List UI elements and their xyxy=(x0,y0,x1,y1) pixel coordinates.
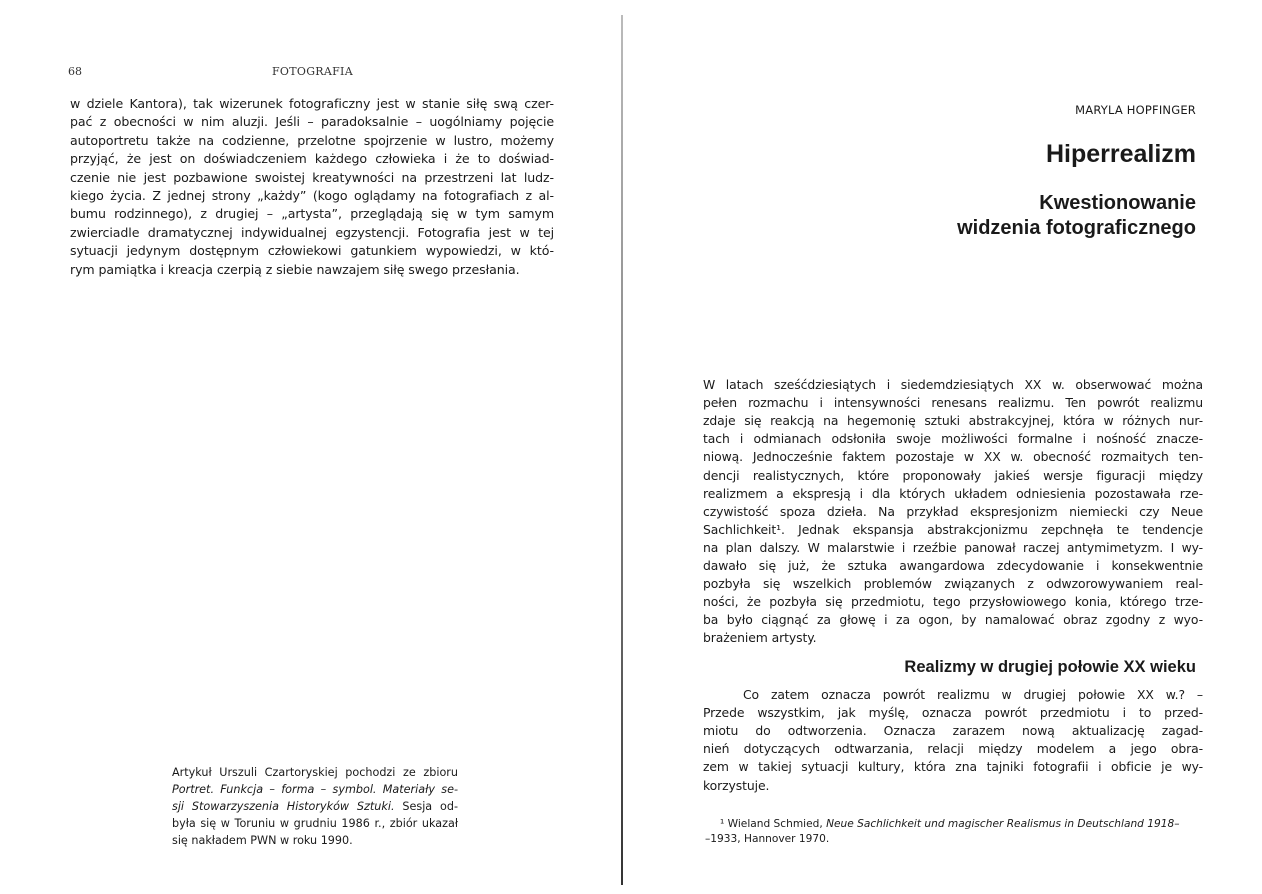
book-gutter xyxy=(621,15,623,885)
text-line: autoportretu także na codzienne, przelotne spojrzenie w lustro, możemy xyxy=(70,132,554,148)
text-line: w dziele Kantora), tak wizerunek fotograficzny jest w stanie siłę swą czer- xyxy=(70,96,554,111)
footnote-line: ¹ Wieland Schmied, Neue Sachlichkeit und magischer Realismus in Deutschland 1918– xyxy=(720,818,1180,830)
text-line: Portret. Funkcja – forma – symbol. Materiały se- xyxy=(172,783,458,796)
text-line: pać z obecności w nim aluzji. Jeśli – paradoksalnie – uogólniamy pojęcie xyxy=(70,114,554,130)
text-line: ności, że pozbyła się przedmiotu, tego przysłowiowego konia, którego trze- xyxy=(703,594,1203,610)
text-line: kiego życia. Z jednej strony „każdy” (kogo oglądamy na fotografiach z al- xyxy=(70,188,554,203)
text-line: Artykuł Urszuli Czartoryskiej pochodzi ze zbioru xyxy=(172,766,458,779)
author-name: MARYLA HOPFINGER xyxy=(1075,103,1196,117)
subtitle-line: widzenia fotograficznego xyxy=(957,217,1196,239)
text-line: pełen rozmachu i intensywności renesans realizmu. Ten powrót realizmu xyxy=(703,395,1203,411)
section-heading: Realizmy w drugiej połowie XX wieku xyxy=(904,658,1196,676)
text-line: nień dotyczących odtwarzania, relacji między modelem a jego obra- xyxy=(703,741,1203,757)
text-line: sytuacji jedynym dostępnym człowiekowi gatunkiem wypowiedzi, w któ- xyxy=(70,243,554,259)
article-title: Hiperrealizm xyxy=(1045,140,1196,168)
text-line: przyjąć, że jest on doświadczeniem każdego człowieka i że to doświad- xyxy=(70,151,554,167)
text-line: niową. Jednocześnie faktem pozostaje w XX w. obecność rozmaitych ten- xyxy=(703,449,1203,465)
text-line: sji Stowarzyszenia Historyków Sztuki. Sesja od- xyxy=(172,800,458,813)
text-line: brażeniem artysty. xyxy=(703,630,817,646)
text-line: zwierciadle dramatycznej indywidualnej egzystencji. Fotografia jest w tej xyxy=(70,224,554,240)
subtitle-line: Kwestionowanie xyxy=(1039,192,1196,214)
text-line: pozbyła się wszelkich problemów związanych z odwzorowywaniem real- xyxy=(703,576,1203,592)
text-line: bumu rodzinnego), z drugiej – „artysta”, przeglądają się w tym samym xyxy=(70,206,554,222)
text-line: na plan dalszy. W malarstwie i rzeźbie panował raczej antymimetyzm. I wy- xyxy=(703,539,1203,555)
text-line: dawało się już, że sztuka awangardowa zdecydowanie i konsekwentnie xyxy=(703,558,1203,573)
text-line: zem w takiej sytuacji kultury, która zna tajniki fotografii i obficie je wy- xyxy=(703,759,1203,775)
text-line: czywistość spoza dzieła. Na przykład ekspresjonizm niemiecki czy Neue xyxy=(703,503,1203,519)
running-head: FOTOGRAFIA xyxy=(272,65,353,78)
text-line: dencji realistycznych, które proponowały jakieś wersje figuracji między xyxy=(703,467,1203,483)
article-subtitle xyxy=(957,191,1196,241)
text-line: Sachlichkeit¹. Jednak ekspansja abstrakcjonizmu zepchnęła te tendencje xyxy=(703,521,1203,537)
footnote-line: –1933, Hannover 1970. xyxy=(705,833,830,845)
text-line: Co zatem oznacza powrót realizmu w drugiej połowie XX w.? – xyxy=(743,687,1203,702)
text-line: się nakładem PWN w roku 1990. xyxy=(172,834,353,847)
page-number: 68 xyxy=(68,65,82,78)
text-line: czenie nie jest pozbawione swoistej kreatywności na przestrzeni lat ludz- xyxy=(70,169,554,185)
text-line: ba było ciągnąć za głowę i za ogon, by namalować obraz zgodny z wyo- xyxy=(703,612,1203,628)
text-line: tach i odmianach odsłoniła swoje możliwości formalne i nośność znacze- xyxy=(703,431,1203,447)
text-line: rym pamiątka i kreacja czerpią z siebie nawzajem siłę swego przesłania. xyxy=(70,261,520,277)
text-line: korzystuje. xyxy=(703,777,770,793)
text-line: Przede wszystkim, jak myślę, oznacza powrót przedmiotu i to przed- xyxy=(703,705,1203,721)
text-line: W latach sześćdziesiątych i siedemdziesiątych XX w. obserwować można xyxy=(703,377,1203,392)
text-line: realizmem a ekspresją i dla których układem odniesienia pozostawała rze- xyxy=(703,485,1203,501)
text-line: zdaje się reakcją na hegemonię sztuki abstrakcyjnej, która w różnych nur- xyxy=(703,413,1203,429)
text-line: była się w Toruniu w grudniu 1986 r., zbiór ukazał xyxy=(172,817,458,830)
text-line: miotu do odtworzenia. Oznacza zarazem nową aktualizację zagad- xyxy=(703,723,1203,739)
